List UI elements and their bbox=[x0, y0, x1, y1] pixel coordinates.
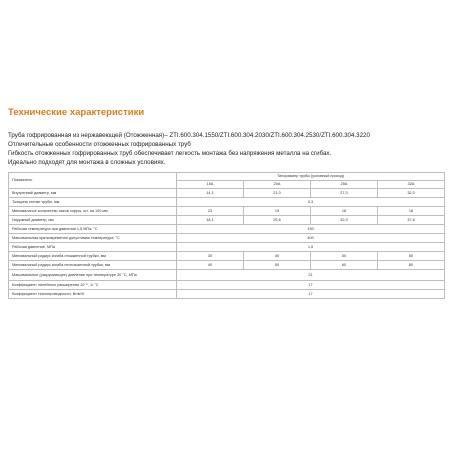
table-row bbox=[9, 281, 445, 290]
intro-line-flexibility: Гибкость отожженных гофрированных труб обеспечивает легкость монтажа без напряжения металла на сгибах. bbox=[8, 150, 332, 157]
row-value-all-sizes: 400 bbox=[177, 234, 445, 243]
row-label: Минимальный радиус изгиба неотожженной трубки, мм bbox=[9, 261, 177, 270]
row-value: 80 bbox=[378, 261, 445, 270]
size-header: Типоразмер трубы (условный проход) bbox=[177, 173, 445, 181]
row-value-all-sizes: 17 bbox=[177, 281, 445, 290]
row-value: 80 bbox=[378, 252, 445, 261]
row-value: 19 bbox=[244, 207, 311, 216]
row-value: 50 bbox=[244, 261, 311, 270]
row-label: Толщина стенки трубы, мм bbox=[9, 198, 177, 207]
spec-table bbox=[8, 172, 445, 299]
row-label: Наружный диаметр, мм bbox=[9, 216, 177, 225]
row-value: 18 bbox=[378, 207, 445, 216]
row-label: Минимальный радиус изгиба отожженной трубки, мм bbox=[9, 252, 177, 261]
row-label: Максимальное (разрушающее) давление при температуре 20 °С, МПа bbox=[9, 270, 177, 281]
row-value: 32,0 bbox=[311, 216, 378, 225]
row-value: 18,1 bbox=[177, 216, 244, 225]
intro-line-usage: Идеально подходят для монтажа в сложных условиях. bbox=[8, 159, 166, 166]
intro-line-features: Отличительные особенности отожженных гофрированных труб bbox=[8, 141, 191, 148]
row-value: 25,6 bbox=[244, 216, 311, 225]
row-value-all-sizes: 17 bbox=[177, 290, 445, 299]
size-20a: 20А bbox=[244, 181, 311, 189]
row-value: 60 bbox=[311, 261, 378, 270]
row-value: 40 bbox=[244, 252, 311, 261]
row-label: Рабочая температура при давлении 1,5 МПа, °С bbox=[9, 225, 177, 234]
size-15a: 15А bbox=[177, 181, 244, 189]
row-value: 14,1 bbox=[177, 189, 244, 198]
table-header-row bbox=[9, 173, 445, 181]
row-label: Рабочая давление, МПа bbox=[9, 243, 177, 252]
row-value-all-sizes: 21 bbox=[177, 270, 445, 281]
row-value: 30 bbox=[177, 252, 244, 261]
table-row bbox=[9, 234, 445, 243]
table-row bbox=[9, 243, 445, 252]
row-label: Коэффициент теплопроводности, Вт/м*К bbox=[9, 290, 177, 299]
row-value: 50 bbox=[311, 252, 378, 261]
table-row bbox=[9, 207, 445, 216]
row-value-all-sizes: 150 bbox=[177, 225, 445, 234]
table-row bbox=[9, 261, 445, 270]
table-row bbox=[9, 216, 445, 225]
table-row bbox=[9, 189, 445, 198]
table-row bbox=[9, 290, 445, 299]
row-value: 32,0 bbox=[378, 189, 445, 198]
row-value: 23 bbox=[177, 207, 244, 216]
section-title: Технические характеристики bbox=[8, 107, 145, 118]
row-value: 18 bbox=[311, 207, 378, 216]
table-row bbox=[9, 225, 445, 234]
size-25a: 25А bbox=[311, 181, 378, 189]
intro-line-product: Труба гофрированная из нержавеющей (Отожженная)– ZTI.600.304.1550/ZTI.600.304.2030/ZTI.600.304.2530/ZTI.600.304.3220 bbox=[8, 132, 370, 139]
row-label: Коэффициент линейного расширения 10⁻⁶, 1/ °С bbox=[9, 281, 177, 290]
row-value: 37,6 bbox=[378, 216, 445, 225]
table-row bbox=[9, 198, 445, 207]
row-value-all-sizes: 0,3 bbox=[177, 198, 445, 207]
row-value: 21,0 bbox=[244, 189, 311, 198]
table-row bbox=[9, 252, 445, 261]
row-label: Внутренний диаметр, мм bbox=[9, 189, 177, 198]
row-value: 40 bbox=[177, 261, 244, 270]
intro-text bbox=[8, 131, 446, 167]
size-32a: 32А bbox=[378, 181, 445, 189]
indicator-header: Показатель bbox=[9, 173, 177, 189]
row-label: Максимальная кратковременно допустимая температура, °С bbox=[9, 234, 177, 243]
table-row bbox=[9, 270, 445, 281]
row-label: Минимальное количество пиков гофры, шт. на 100 мм bbox=[9, 207, 177, 216]
row-value: 27,0 bbox=[311, 189, 378, 198]
row-value-all-sizes: 1,5 bbox=[177, 243, 445, 252]
